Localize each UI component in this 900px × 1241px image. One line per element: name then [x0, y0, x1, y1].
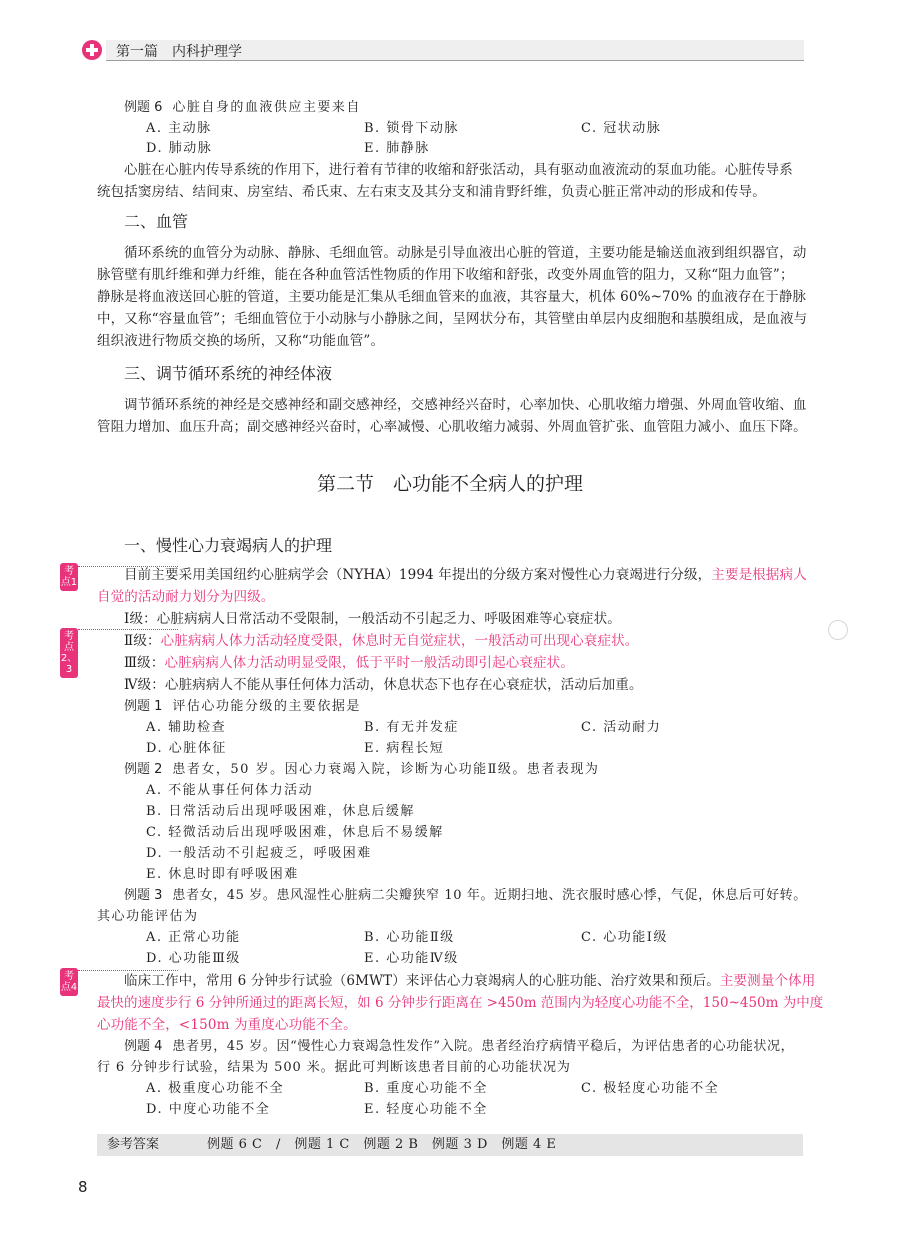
paragraph-line: 心脏在心脏内传导系统的作用下，进行着有节律的收缩和舒张活动，具有驱动血液流动的泵血功能。心脏传导系 — [124, 162, 793, 178]
example-label: 例题 1 — [124, 699, 163, 714]
key-point-tag: 考点2、3 — [60, 628, 78, 678]
tag-dotted-line — [78, 629, 178, 630]
key-point-tag: 考点1 — [60, 563, 78, 591]
text-run: Ⅱ级： — [124, 633, 161, 649]
example-4-question — [124, 1037, 794, 1057]
subsection-heading: 一、慢性心力衰竭病人的护理 — [124, 536, 333, 555]
option-e: E. 休息时即有呼吸困难 — [146, 867, 299, 882]
highlight-text: 心脏病病人体力活动轻度受限，休息时无自觉症状，一般活动可出现心衰症状。 — [160, 633, 639, 649]
example-text: 患者男，45 岁。因“慢性心力衰竭急性发作”入院。患者经治疗病情平稳后，为评估患者的心功能状况， — [172, 1039, 795, 1054]
chapter-section-title: 第二节 心功能不全病人的护理 — [316, 473, 583, 495]
answer-key-text: 例题 6 C / 例题 1 C 例题 2 B 例题 3 D 例题 4 E — [207, 1137, 557, 1152]
option-b: B. 心功能Ⅱ级 — [364, 930, 455, 945]
option-a: A. 辅助检查 — [146, 720, 227, 735]
grade-1: Ⅰ级：心脏病病人日常活动不受限制，一般活动不引起乏力、呼吸困难等心衰症状。 — [124, 611, 621, 627]
grade-3 — [124, 653, 574, 673]
option-e: E. 轻度心功能不全 — [364, 1102, 488, 1117]
paragraph-line: 统包括窦房结、结间束、房室结、希氏束、左右束支及其分支和浦肯野纤维，负责心脏正常冲动的形成和传导。 — [97, 184, 766, 200]
answer-key-label: 参考答案 — [107, 1137, 160, 1152]
option-c: C. 心功能Ⅰ级 — [581, 930, 668, 945]
paragraph-line: 循环系统的血管分为动脉、静脉、毛细血管。动脉是引导血液出心脏的管道，主要功能是输送血液到组织器官，动 — [124, 245, 807, 261]
key-point-tag: 考点4 — [60, 968, 78, 996]
paragraph-line: 调节循环系统的神经是交感神经和副交感神经，交感神经兴奋时，心率加快、心肌收缩力增强、外周血管收缩、血 — [124, 397, 807, 413]
option-c: C. 冠状动脉 — [581, 121, 662, 136]
option-a: A. 不能从事任何体力活动 — [146, 783, 314, 798]
option-b: B. 锁骨下动脉 — [364, 121, 459, 136]
page-number: 8 — [78, 1178, 88, 1196]
option-e: E. 肺静脉 — [364, 141, 430, 156]
grade-2 — [124, 631, 638, 651]
highlight-text: 主要测量个体用 — [719, 973, 816, 989]
example-label: 例题 2 — [124, 762, 163, 777]
option-c: C. 轻微活动后出现呼吸困难，休息后不易缓解 — [146, 825, 444, 840]
example-label: 例题 4 — [124, 1039, 163, 1054]
section-heading: 二、血管 — [124, 212, 189, 231]
running-header — [82, 40, 804, 62]
example-label: 例题 6 — [124, 100, 163, 115]
example-text: 心脏自身的血液供应主要来自 — [172, 100, 361, 115]
example-text: 评估心功能分级的主要依据是 — [172, 699, 361, 714]
option-a: A. 主动脉 — [146, 121, 212, 136]
paragraph-line: 中，又称“容量血管”；毛细血管位于小动脉与小静脉之间，呈网状分布，其管壁由单层内皮细胞和基膜组成，是血液与 — [97, 311, 808, 327]
text-run: 目前主要采用美国纽约心脏病学会（NYHA）1994 年提出的分级方案对慢性心力衰竭进行分级， — [124, 567, 712, 583]
example-text: 患者女，50 岁。因心力衰竭入院，诊断为心功能Ⅱ级。患者表现为 — [172, 762, 600, 777]
example-6-question — [124, 98, 361, 118]
option-e: E. 病程长短 — [364, 741, 445, 756]
highlight-text: 最快的速度步行 6 分钟所通过的距离长短，如 6 分钟步行距离在 >450m 范围内为轻度心功能不全，150~450m 为中度 — [97, 995, 824, 1011]
option-d: D. 中度心功能不全 — [146, 1102, 271, 1117]
grade-4: Ⅳ级：心脏病病人不能从事任何体力活动，休息状态下也存在心衰症状，活动后加重。 — [124, 677, 643, 693]
paragraph-line: 管阻力增加、血压升高；副交感神经兴奋时，心率减慢、心肌收缩力减弱、外周血管扩张、血管阻力减小、血压下降。 — [97, 419, 807, 435]
example-text: 患者女，45 岁。患风湿性心脏病二尖瓣狭窄 10 年。近期扫地、洗衣服时感心悸，气促，休息后可好转。 — [172, 888, 807, 903]
text-run: Ⅲ级： — [124, 655, 165, 671]
header-rule — [106, 60, 804, 61]
highlight-text: 自觉的活动耐力划分为四级。 — [97, 589, 275, 605]
option-d: D. 肺动脉 — [146, 141, 213, 156]
highlight-text: 心脏病病人体力活动明显受限，低于平时一般活动即引起心衰症状。 — [164, 655, 574, 671]
paragraph-line — [124, 971, 815, 991]
text-run: 临床工作中，常用 6 分钟步行试验（6MWT）来评估心力衰竭病人的心脏功能、治疗效果和预后。 — [124, 973, 720, 989]
option-d: D. 心脏体征 — [146, 741, 227, 756]
medical-cross-icon — [82, 40, 102, 60]
paragraph-line: 静脉是将血液送回心脏的管道，主要功能是汇集从毛细血管来的血液，其容量大，机体 60%~70% 的血液存在于静脉 — [97, 289, 807, 305]
option-b: B. 重度心功能不全 — [364, 1081, 488, 1096]
example-label: 例题 3 — [124, 888, 163, 903]
option-b: B. 日常活动后出现呼吸困难，休息后缓解 — [146, 804, 415, 819]
paragraph-line — [124, 565, 807, 585]
option-d: D. 心功能Ⅲ级 — [146, 951, 241, 966]
answer-key-bar — [97, 1134, 803, 1156]
paragraph-line: 组织液进行物质交换的场所，又称“功能血管”。 — [97, 333, 385, 349]
section-heading: 三、调节循环系统的神经体液 — [124, 364, 333, 383]
option-a: A. 极重度心功能不全 — [146, 1081, 285, 1096]
paragraph-line: 脉管壁有肌纤维和弹力纤维，能在各种血管活性物质的作用下收缩和舒张，改变外周血管的阻力，又称“阻力血管”； — [97, 267, 794, 283]
highlight-text: 主要是根据病人 — [711, 567, 807, 583]
example-text-continued: 行 6 分钟步行试验，结果为 500 米。据此可判断该患者目前的心功能状况为 — [97, 1060, 571, 1075]
highlight-text: 心功能不全，<150m 为重度心功能不全。 — [97, 1017, 357, 1033]
example-1-question — [124, 697, 361, 717]
example-2-question — [124, 760, 599, 780]
example-text-continued: 其心功能评估为 — [97, 909, 199, 924]
example-3-question — [124, 886, 807, 906]
option-d: D. 一般活动不引起疲乏，呼吸困难 — [146, 846, 372, 861]
header-title: 第一篇 内科护理学 — [116, 44, 242, 60]
option-a: A. 正常心功能 — [146, 930, 241, 945]
option-b: B. 有无并发症 — [364, 720, 459, 735]
margin-mark-icon — [828, 620, 848, 640]
option-c: C. 极轻度心功能不全 — [581, 1081, 720, 1096]
option-c: C. 活动耐力 — [581, 720, 662, 735]
option-e: E. 心功能Ⅳ级 — [364, 951, 459, 966]
